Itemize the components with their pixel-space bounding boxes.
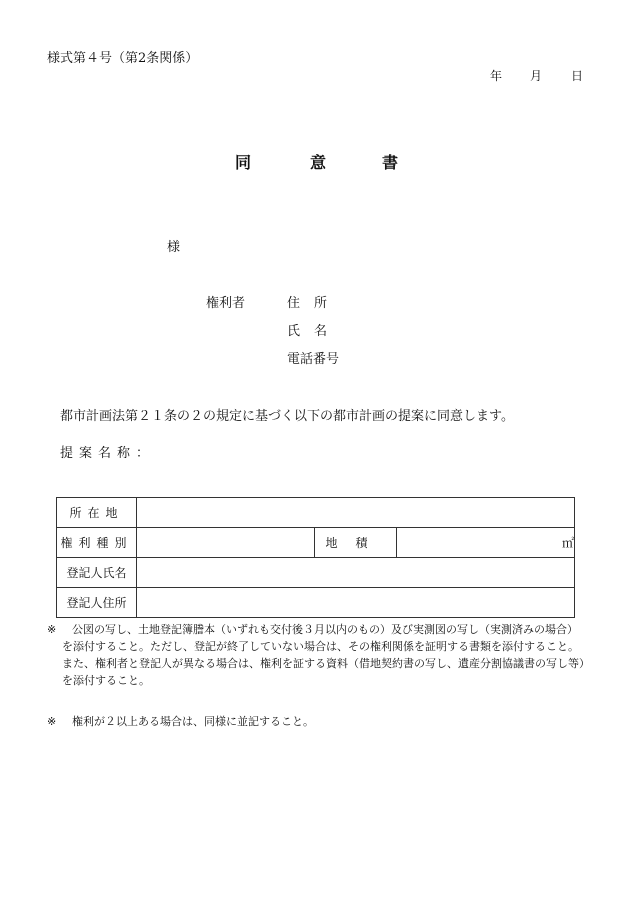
registrant-address-label: 登記人住所 [57,588,137,618]
date-day-label: 日 [571,69,584,83]
note-attachments [47,621,587,689]
table-row-registrant-name [57,558,575,588]
area-label: 地積 [315,528,397,558]
right-type-cell[interactable] [137,528,315,558]
document-title-char-3: 書 [382,153,399,172]
rights-holder-label: 権利者 [206,296,246,311]
form-number: 様式第４号（第2条関係） [47,51,199,66]
address-label: 住所 [287,296,342,311]
area-unit: ㎡ [562,536,575,550]
note-mark: ※ [47,623,57,636]
date-month-label: 月 [530,69,543,83]
area-cell[interactable] [397,528,575,558]
proposal-name-label: 提案名称： [60,446,156,461]
note-mark: ※ [47,715,57,728]
name-label: 氏名 [287,324,342,339]
location-label: 所在地 [57,498,137,528]
phone-label: 電話番号 [287,352,340,367]
registrant-address-cell[interactable] [137,588,575,618]
note-multiple-rights [47,713,587,730]
location-cell[interactable] [137,498,575,528]
note-text: 権利が２以上ある場合は、同様に並記すること。 [72,715,314,728]
table-row-location [57,498,575,528]
table-row-right-type [57,528,575,558]
table-row-registrant-address [57,588,575,618]
right-type-label: 権利種別 [57,528,137,558]
property-info-table [56,497,575,618]
note-text: 公図の写し、土地登記簿謄本（いずれも交付後３月以内のもの）及び実測図の写し（実測済みの場合）を添付すること。ただし、登記が終了していない場合は、その権利関係を証明する書類を添付すること。また、権利者と登記人が異なる場合は、権利を証する資料（借地契約書の写し、遺産分割協議書の写し等）を添付すること。 [62,623,585,687]
document-title-char-1: 同 [235,153,252,172]
registrant-name-label: 登記人氏名 [57,558,137,588]
registrant-name-cell[interactable] [137,558,575,588]
consent-statement: 都市計画法第２１条の２の規定に基づく以下の都市計画の提案に同意します。 [60,409,514,424]
date-year-label: 年 [490,69,503,83]
recipient-suffix: 様 [167,240,181,255]
document-title-char-2: 意 [310,153,327,172]
